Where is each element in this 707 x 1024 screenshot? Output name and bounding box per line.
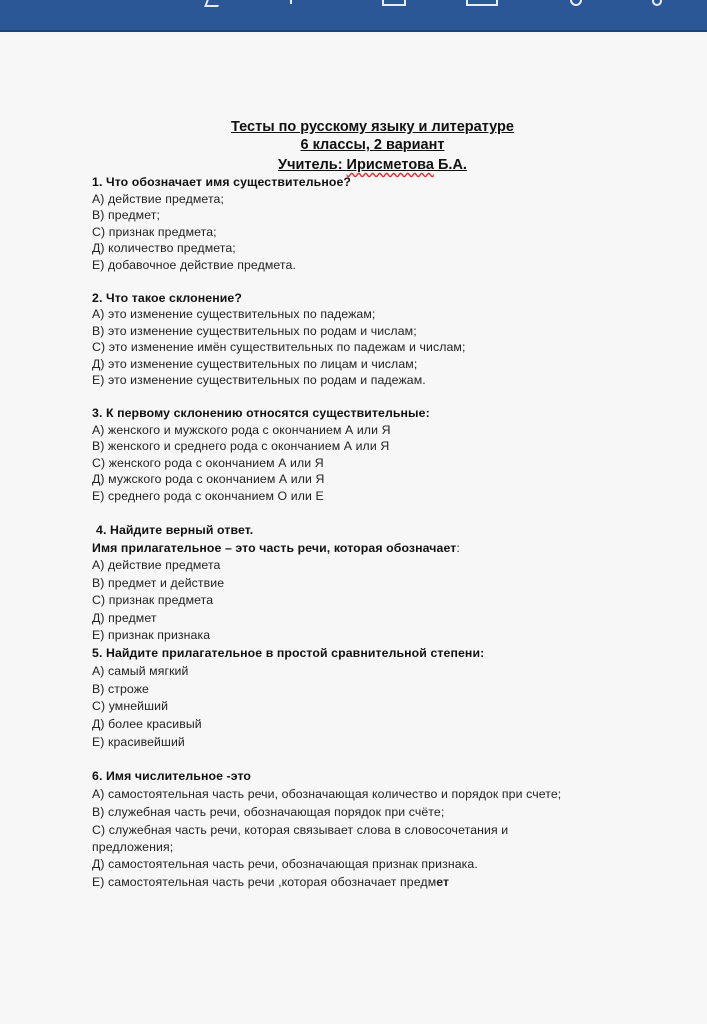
q1-option-a: А) действие предмета;: [92, 192, 225, 206]
question-4: 4. Найдите верный ответ.: [96, 523, 254, 537]
q6-option-c: С) служебная часть речи, которая связывает слова в словосочетания и: [92, 823, 509, 837]
q4-option-e: Е) признак признака: [92, 628, 211, 642]
document-icon[interactable]: [382, 0, 406, 6]
q5-option-e: Е) красивейший: [92, 735, 185, 749]
doc-subtitle: 6 классы, 2 вариант: [300, 137, 445, 153]
teacher-initials: Б.А.: [433, 157, 467, 173]
q4-option-d: Д) предмет: [92, 611, 157, 625]
q3-option-e: Е) среднего рода с окончанием О или Е: [92, 489, 324, 503]
q2-option-d: Д) это изменение существительных по лицам и числам;: [92, 357, 418, 371]
table-icon[interactable]: [466, 0, 498, 6]
q6-option-e-tail: ет: [436, 875, 450, 889]
q5-option-d: Д) более красивый: [92, 717, 202, 731]
question-1: 1. Что обозначает имя существительное?: [92, 175, 352, 189]
q4-prompt-text: Имя прилагательное – это часть речи, которая обозначает: [92, 541, 457, 555]
more-icon[interactable]: [652, 0, 662, 6]
q5-option-b: В) строже: [92, 682, 149, 696]
doc-title: Тесты по русскому языку и литературе: [231, 119, 514, 135]
doc-teacher: [0, 157, 707, 173]
question-4-prompt: [92, 541, 460, 555]
q1-option-e: Е) добавочное действие предмета.: [92, 258, 296, 272]
q2-option-c: С) это изменение имён существительных по падежам и числам;: [92, 340, 466, 354]
redo-icon[interactable]: [290, 0, 296, 4]
q4-prompt-colon: :: [456, 541, 460, 555]
q3-option-b: В) женского и среднего рода с окончанием А или Я: [92, 439, 390, 453]
q6-option-e: [92, 875, 449, 889]
q6-option-c-cont: предложения;: [92, 840, 174, 854]
q1-option-d: Д) количество предмета;: [92, 241, 236, 255]
q2-option-b: В) это изменение существительных по родам и числам;: [92, 324, 417, 338]
q6-option-d: Д) самостоятельная часть речи, обозначающая признак признака.: [92, 857, 478, 871]
q5-option-c: С) умнейший: [92, 699, 169, 713]
app-toolbar: [0, 0, 707, 32]
q3-option-a: А) женского и мужского рода с окончанием А или Я: [92, 423, 391, 437]
document-page: [0, 34, 707, 1024]
question-2: 2. Что такое склонение?: [92, 291, 242, 305]
q4-option-b: В) предмет и действие: [92, 576, 225, 590]
q3-option-c: С) женского рода с окончанием А или Я: [92, 456, 324, 470]
search-icon[interactable]: [570, 0, 582, 6]
q6-option-a: А) самостоятельная часть речи, обозначающая количество и порядок при счете;: [92, 787, 562, 801]
q6-option-e-text: Е) самостоятельная часть речи ,которая обозначает предм: [92, 875, 437, 889]
teacher-label: Учитель:: [278, 157, 347, 173]
q3-option-d: Д) мужского рода с окончанием А или Я: [92, 472, 325, 486]
q6-option-b: В) служебная часть речи, обозначающая порядок при счёте;: [92, 805, 445, 819]
q2-option-a: А) это изменение существительных по падежам;: [92, 307, 376, 321]
q1-option-c: С) признак предмета;: [92, 225, 217, 239]
teacher-name: Ирисметова: [346, 157, 434, 173]
q4-option-c: С) признак предмета: [92, 593, 214, 607]
q4-option-a: А) действие предмета: [92, 558, 221, 572]
q2-option-e: Е) это изменение существительных по родам и падежам.: [92, 373, 426, 387]
q1-option-b: В) предмет;: [92, 208, 160, 222]
undo-icon[interactable]: [204, 0, 222, 7]
q5-option-a: А) самый мягкий: [92, 664, 189, 678]
question-5: 5. Найдите прилагательное в простой сравнительной степени:: [92, 646, 485, 660]
question-6: 6. Имя числительное -это: [92, 769, 252, 783]
question-3: 3. К первому склонению относятся существительные:: [92, 406, 430, 420]
